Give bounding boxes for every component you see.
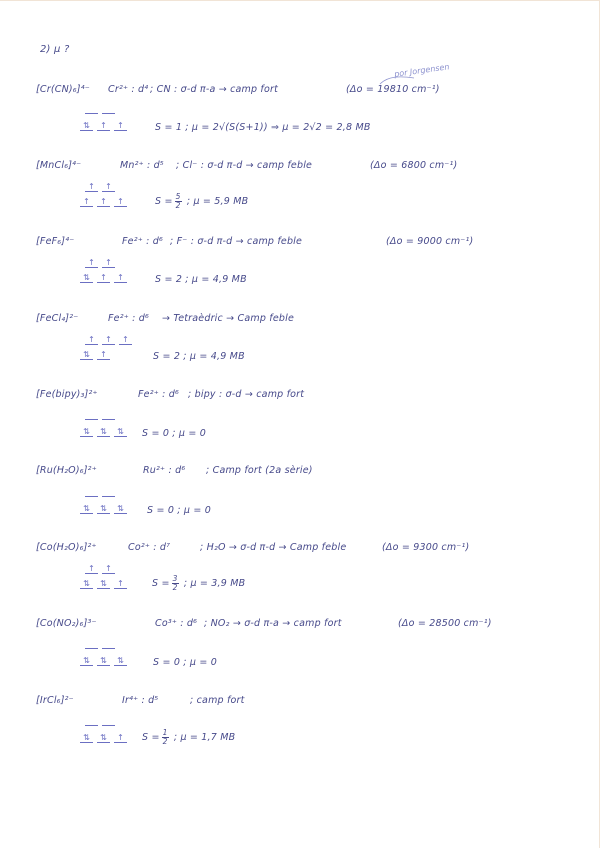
orbital-t2g-level: ⇅	[80, 657, 93, 666]
complex-formula: [Ru(H₂O)₆]²⁺	[36, 465, 97, 476]
page-edge-top	[0, 0, 600, 1]
delta-o-value: (Δo = 28500 cm⁻¹)	[398, 618, 492, 629]
spin-denominator: 2	[162, 737, 168, 746]
orbital-t2g-level: ⇅	[97, 657, 110, 666]
complex-formula: [IrCl₆]²⁻	[36, 695, 74, 706]
delta-o-value: (Δo = 9000 cm⁻¹)	[386, 236, 474, 247]
ligand-field-description: ; camp fort	[190, 695, 245, 706]
orbital-t2g-level: ↑	[97, 274, 110, 283]
orbital-eg-level: ↑	[102, 565, 115, 574]
metal-ion-config: Co²⁺ : d⁷	[128, 542, 171, 553]
orbital-t2g-level: ↑	[114, 274, 127, 283]
moment-value: ; μ = 5,9 MB	[183, 196, 249, 207]
side-note: por Jorgensen	[393, 62, 450, 79]
spin-moment-result: S = 2 ; μ = 4,9 MB	[153, 351, 245, 362]
spin-label: S =	[155, 196, 173, 207]
spin-fraction	[162, 729, 169, 746]
orbital-eg-level	[102, 648, 115, 649]
section-heading: 2) μ ?	[40, 44, 70, 55]
orbital-eg-level	[102, 496, 115, 497]
orbital-t2g-level: ⇅	[97, 580, 110, 589]
orbital-t2g-level: ↑	[97, 351, 110, 360]
orbital-eg-level	[85, 419, 98, 420]
complex-formula: [Cr(CN)₆]⁴⁻	[36, 84, 90, 95]
orbital-t2g-level: ↑	[97, 122, 110, 131]
spin-label: S =	[142, 732, 160, 743]
orbital-eg-level	[102, 113, 115, 114]
orbital-t2g-level: ↑	[114, 734, 127, 743]
orbital-eg-level: ↑	[85, 259, 98, 268]
orbital-t2g-level: ⇅	[114, 428, 127, 437]
orbital-t2g-level: ↑	[97, 198, 110, 207]
spin-numerator: 1	[162, 728, 168, 737]
orbital-eg-level	[85, 725, 98, 726]
metal-ion-config: Mn²⁺ : d⁵	[120, 160, 164, 171]
orbital-t2g-level: ↑	[80, 198, 93, 207]
orbital-eg-level	[85, 648, 98, 649]
spin-moment-result: S = 0 ; μ = 0	[147, 505, 212, 516]
orbital-eg-level	[85, 113, 98, 114]
orbital-t2g-level: ⇅	[80, 351, 93, 360]
ligand-field-description: ; F⁻ : σ-d π-d → camp feble	[170, 236, 303, 247]
moment-value: ; μ = 1,7 MB	[170, 732, 236, 743]
orbital-t2g-level: ⇅	[97, 428, 110, 437]
spin-numerator: 3	[172, 574, 178, 583]
orbital-eg-level: ↑	[119, 336, 132, 345]
complex-formula: [FeF₆]⁴⁻	[36, 236, 75, 247]
orbital-t2g-level: ⇅	[114, 657, 127, 666]
ligand-field-description: ; H₂O → σ-d π-d → Camp feble	[200, 542, 347, 553]
complex-formula: [Co(NO₂)₆]³⁻	[36, 618, 97, 629]
delta-o-value: (Δo = 9300 cm⁻¹)	[382, 542, 470, 553]
orbital-eg-level	[102, 725, 115, 726]
orbital-eg-level: ↑	[102, 183, 115, 192]
ligand-field-description: ; Cl⁻ : σ-d π-d → camp feble	[176, 160, 313, 171]
spin-denominator: 2	[172, 583, 178, 592]
complex-formula: [MnCl₆]⁴⁻	[36, 160, 82, 171]
orbital-t2g-level: ↑	[114, 198, 127, 207]
ligand-field-description: ; CN : σ-d π-a → camp fort	[150, 84, 279, 95]
spin-moment-result	[142, 729, 235, 746]
orbital-t2g-level: ⇅	[97, 505, 110, 514]
spin-moment-result: S = 1 ; μ = 2√(S(S+1)) ⇒ μ = 2√2 = 2,8 MB	[155, 122, 371, 133]
orbital-t2g-level: ⇅	[80, 734, 93, 743]
ligand-field-description: ; bipy : σ-d → camp fort	[188, 389, 305, 400]
ligand-field-description: ; Camp fort (2a sèrie)	[206, 465, 313, 476]
orbital-eg-level: ↑	[102, 336, 115, 345]
complex-formula: [FeCl₄]²⁻	[36, 313, 79, 324]
metal-ion-config: Fe²⁺ : d⁶	[138, 389, 180, 400]
orbital-t2g-level: ⇅	[80, 505, 93, 514]
metal-ion-config: Fe²⁺ : d⁶	[108, 313, 150, 324]
metal-ion-config: Ru²⁺ : d⁶	[143, 465, 186, 476]
complex-formula: [Co(H₂O)₆]²⁺	[36, 542, 97, 553]
orbital-eg-level	[85, 496, 98, 497]
metal-ion-config: Cr²⁺ : d⁴	[108, 84, 149, 95]
spin-moment-result: S = 0 ; μ = 0	[142, 428, 207, 439]
metal-ion-config: Fe²⁺ : d⁶	[122, 236, 164, 247]
metal-ion-config: Ir⁴⁺ : d⁵	[122, 695, 159, 706]
orbital-eg-level: ↑	[85, 183, 98, 192]
spin-fraction	[175, 193, 182, 210]
orbital-eg-level	[102, 419, 115, 420]
spin-denominator: 2	[175, 201, 181, 210]
ligand-field-description: ; NO₂ → σ-d π-a → camp fort	[204, 618, 342, 629]
ligand-field-description: → Tetraèdric → Camp feble	[162, 313, 295, 324]
delta-o-value: (Δo = 6800 cm⁻¹)	[370, 160, 458, 171]
spin-numerator: 5	[175, 192, 181, 201]
spin-moment-result: S = 2 ; μ = 4,9 MB	[155, 274, 247, 285]
orbital-t2g-level: ⇅	[114, 505, 127, 514]
orbital-t2g-level: ⇅	[80, 428, 93, 437]
spin-moment-result	[152, 575, 245, 592]
spin-label: S =	[152, 578, 170, 589]
orbital-eg-level: ↑	[102, 259, 115, 268]
spin-moment-result: S = 0 ; μ = 0	[153, 657, 218, 668]
orbital-t2g-level: ⇅	[80, 122, 93, 131]
complex-formula: [Fe(bipy)₃]²⁺	[36, 389, 98, 400]
orbital-eg-level: ↑	[85, 336, 98, 345]
orbital-t2g-level: ↑	[114, 580, 127, 589]
orbital-eg-level: ↑	[85, 565, 98, 574]
metal-ion-config: Co³⁺ : d⁶	[155, 618, 198, 629]
moment-value: ; μ = 3,9 MB	[180, 578, 246, 589]
orbital-t2g-level: ⇅	[80, 274, 93, 283]
spin-fraction	[172, 575, 179, 592]
orbital-t2g-level: ⇅	[97, 734, 110, 743]
orbital-t2g-level: ↑	[114, 122, 127, 131]
spin-moment-result	[155, 193, 248, 210]
orbital-t2g-level: ⇅	[80, 580, 93, 589]
delta-o-value: (Δo = 19810 cm⁻¹)	[346, 84, 440, 95]
